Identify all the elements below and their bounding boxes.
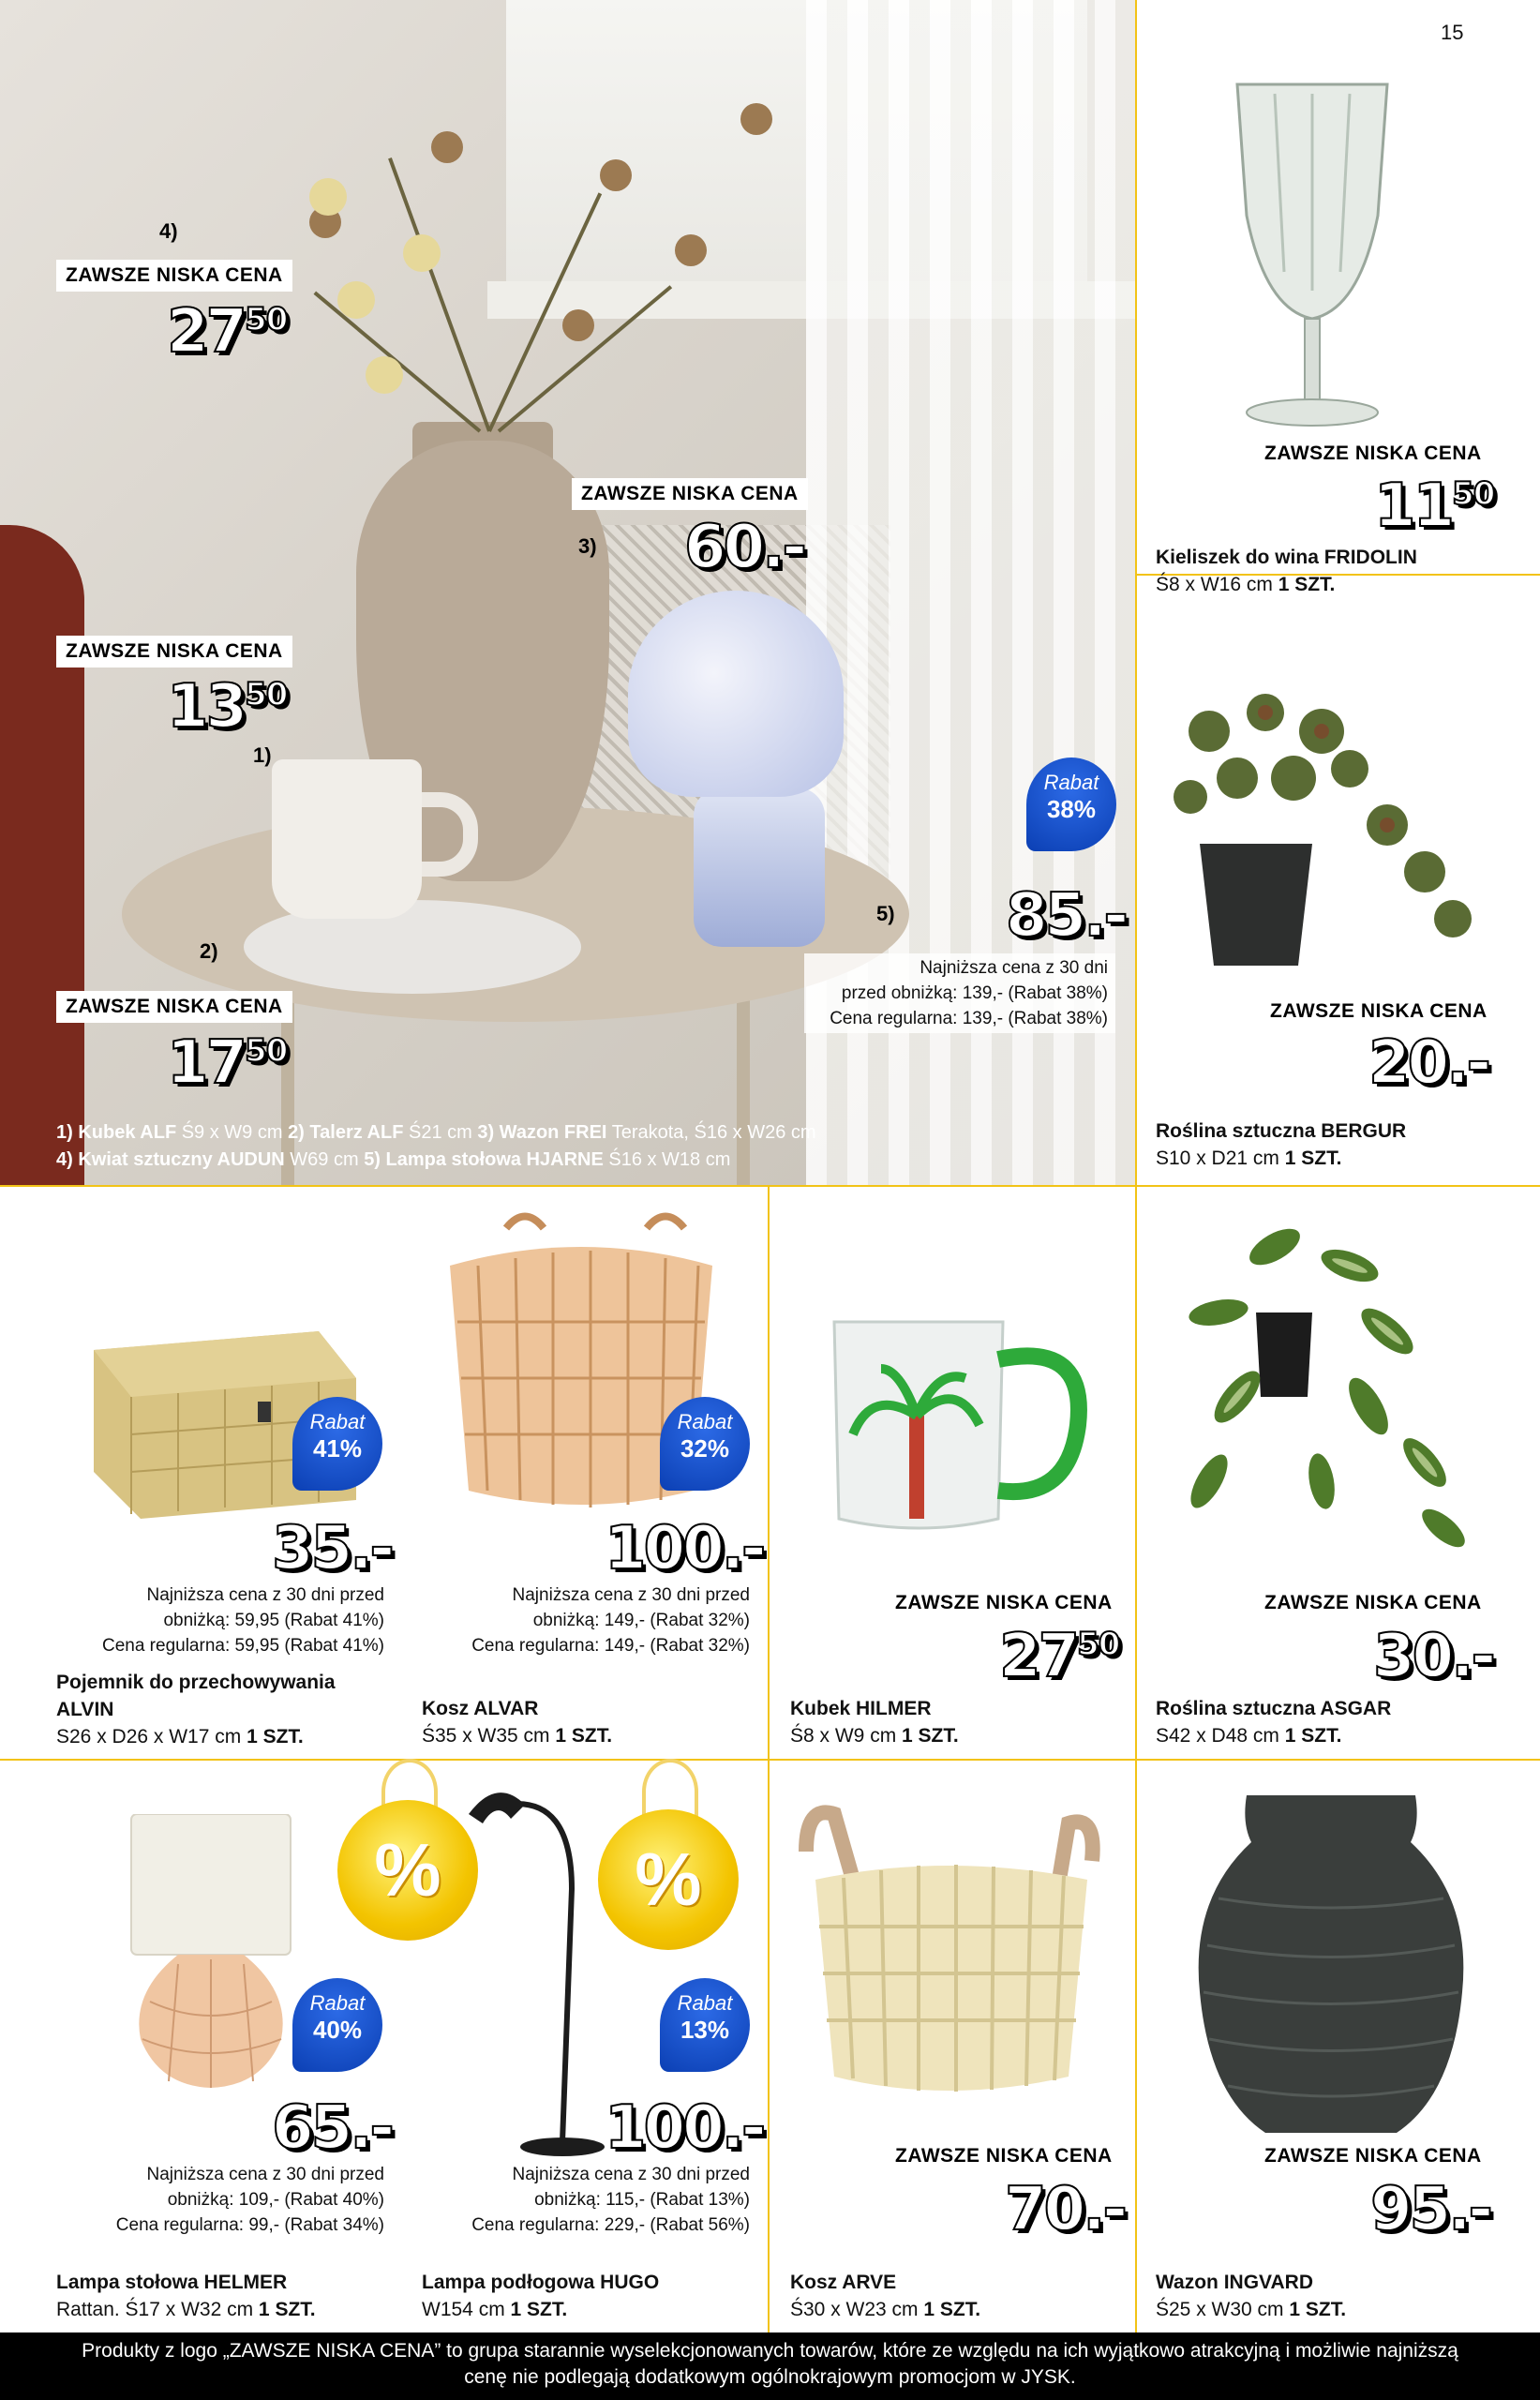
flower-bloom [366,356,403,394]
price-fridolin: $11^{50}$ [1374,472,1495,541]
vase-ingvard-image [1181,1777,1481,2142]
wine-glass-image [1219,66,1406,441]
percent-tag-icon: % [337,1800,478,1941]
hero-caption: 1) Kubek ALF Ś9 x W9 cm 2) Talerz ALF Ś21 cm 3) Wazon FREI Terakota, Ś16 x W26 cm 4) Kwiat sztuczny AUDUN W69 cm 5) Lampa stołowa HJARNE Ś16 x W18 cm [56,1122,816,1170]
floor-lamp-hugo-image [459,1777,609,2170]
product-info-alvar: Kosz ALVAR Ś35 x W35 cm 1 SZT. [422,1698,613,1747]
flower-head [600,159,632,191]
always-low-price-tag: ZAWSZE NISKA CENA [1264,442,1482,464]
lowest-price-info: Najniższa cena z 30 dni przed obniżką: 109,- (Rabat 40%) Cena regularna: 99,- (Rabat 34%) [115,2165,384,2235]
price-asgar: 30.- [1373,1622,1493,1691]
price-ingvard: 95.- [1370,2175,1490,2244]
always-low-price-tag: ZAWSZE NISKA CENA [56,636,292,668]
basket-arve-image [787,1795,1115,2114]
product-info-alvin: Pojemnik do przechowywania ALVIN S26 x D26 x W17 cm 1 SZT. [56,1672,336,1748]
hero-image [0,0,1137,1185]
armchair [0,525,84,1185]
product-info-fridolin: Kieliszek do wina FRIDOLIN Ś8 x W16 cm 1 SZT. [1156,547,1417,595]
flower-bloom [337,281,375,319]
always-low-price-tag: ZAWSZE NISKA CENA [572,478,808,510]
product-info-bergur: Roślina sztuczna BERGUR S10 x D21 cm 1 SZT. [1156,1120,1407,1169]
price-alvin: 35.- [272,1514,392,1583]
price-hugo: 100.- [605,2093,764,2163]
always-low-price-tag: ZAWSZE NISKA CENA [1264,2145,1482,2167]
always-low-price-tag: ZAWSZE NISKA CENA [895,1592,1113,1613]
divider [1135,0,1137,2332]
always-low-price-tag: ZAWSZE NISKA CENA [895,2145,1113,2167]
label-number: 2) [200,939,218,963]
lowest-price-info: Najniższa cena z 30 dni przed obniżką: 139,- (Rabat 38%) Cena regularna: 139,- (Rabat 38%) [804,953,1115,1033]
always-low-price-tag: ZAWSZE NISKA CENA [56,260,292,292]
price-mug-alf: $13^{50}$ [167,672,288,742]
label-number: 3) [578,534,597,558]
percent-tag-icon: % [598,1809,739,1950]
flower-bloom [403,234,441,272]
price-hjarne: 85.- [1006,881,1126,951]
page-number: 15 [1441,21,1464,44]
flower-head [740,103,772,135]
price-plate-alf: $17^{50}$ [167,1028,288,1098]
flower-head [675,234,707,266]
discount-badge: Rabat 32% [660,1397,750,1491]
always-low-price-tag: ZAWSZE NISKA CENA [1270,1000,1488,1022]
label-number: 4) [159,219,178,243]
label-number: 5) [876,902,895,925]
product-info-asgar: Roślina sztuczna ASGAR S42 x D48 cm 1 SZT. [1156,1698,1392,1747]
product-info-hugo: Lampa podłogowa HUGO W154 cm 1 SZT. [422,2272,660,2320]
always-low-price-tag: ZAWSZE NISKA CENA [1264,1592,1482,1613]
product-info-helmer: Lampa stołowa HELMER Rattan. Ś17 x W32 cm 1 SZT. [56,2272,316,2320]
price-audun: $27^{50}$ [167,297,288,367]
divider [0,1759,1540,1761]
artificial-plant-asgar-image [1162,1209,1500,1566]
footer-line: cenę nie podlegają dodatkowym ogólnokrajowym promocjom w JYSK. [464,2366,1076,2388]
mug-alf [272,759,422,919]
footer-line: Produkty z logo „ZAWSZE NISKA CENA” to grupa starannie wyselekcjonowanych towarów, które ze względu na ich wyjątkowo atrakcyjną i możliwie najniższą [82,2340,1458,2362]
lamp-base [694,788,825,947]
lowest-price-info: Najniższa cena z 30 dni przed obniżką: 149,- (Rabat 32%) Cena regularna: 149,- (Rabat 32%) [471,1585,750,1656]
lowest-price-info: Najniższa cena z 30 dni przed obniżką: 115,- (Rabat 13%) Cena regularna: 229,- (Rabat 56%) [471,2165,750,2235]
flower-bloom [309,178,347,216]
product-info-ingvard: Wazon INGVARD Ś25 x W30 cm 1 SZT. [1156,2272,1347,2320]
artificial-plant-bergur-image [1153,675,1490,994]
price-arve: 70.- [1005,2175,1125,2244]
product-info-arve: Kosz ARVE Ś30 x W23 cm 1 SZT. [790,2272,981,2320]
always-low-price-tag: ZAWSZE NISKA CENA [56,991,292,1023]
product-info-hilmer-mug: Kubek HILMER Ś8 x W9 cm 1 SZT. [790,1698,959,1747]
price-frei: 60.- [684,513,804,582]
price-helmer: 65.- [272,2093,392,2163]
price-bergur: 20.- [1368,1028,1488,1098]
discount-badge: Rabat 13% [660,1978,750,2072]
lamp-hjarne [628,591,844,797]
label-number: 1) [253,743,272,767]
mug-handle [412,792,478,877]
divider [0,1185,1540,1187]
discount-badge: Rabat 41% [292,1397,382,1491]
flower-head [562,309,594,341]
lowest-price-info: Najniższa cena z 30 dni przed obniżką: 59,95 (Rabat 41%) Cena regularna: 59,95 (Rabat 41%) [101,1585,384,1656]
price-hilmer-mug: $27^{50}$ [999,1622,1120,1691]
discount-badge: Rabat 38% [1026,758,1116,851]
flower-head [431,131,463,163]
mug-hilmer-image [815,1303,1097,1547]
flower-stem [388,158,491,432]
footer-disclaimer [0,2332,1540,2400]
discount-badge: Rabat 40% [292,1978,382,2072]
price-alvar: 100.- [605,1514,764,1583]
